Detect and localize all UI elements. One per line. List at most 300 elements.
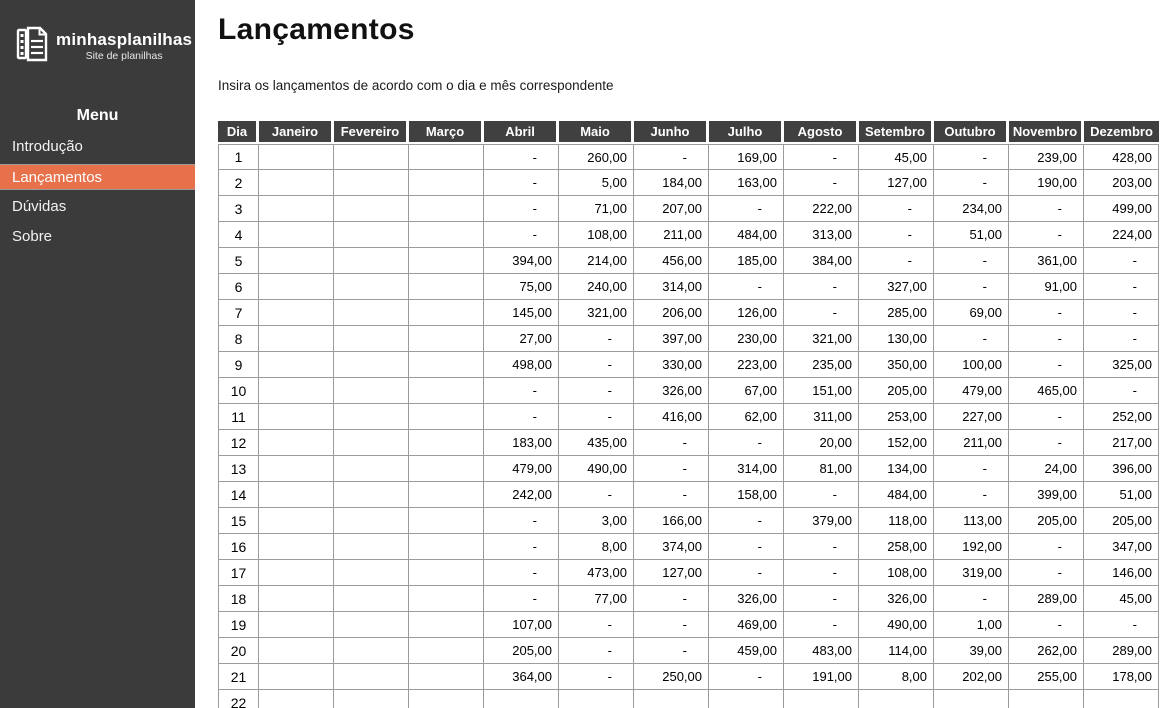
empty-cell[interactable] <box>259 560 334 586</box>
value-cell[interactable]: - <box>784 612 859 638</box>
value-cell[interactable]: 151,00 <box>784 378 859 404</box>
value-cell[interactable]: 146,00 <box>1084 560 1159 586</box>
value-cell[interactable]: 473,00 <box>559 560 634 586</box>
value-cell[interactable]: 51,00 <box>1084 482 1159 508</box>
value-cell[interactable]: 364,00 <box>484 664 559 690</box>
value-cell[interactable]: - <box>559 664 634 690</box>
value-cell[interactable]: - <box>934 482 1009 508</box>
value-cell[interactable]: - <box>1084 378 1159 404</box>
value-cell[interactable]: - <box>559 612 634 638</box>
empty-cell[interactable] <box>259 404 334 430</box>
value-cell[interactable]: 77,00 <box>559 586 634 612</box>
empty-cell[interactable] <box>409 664 484 690</box>
value-cell[interactable]: 45,00 <box>859 144 934 170</box>
empty-cell[interactable] <box>334 508 409 534</box>
value-cell[interactable]: 51,00 <box>934 222 1009 248</box>
empty-cell[interactable] <box>334 534 409 560</box>
value-cell[interactable]: 397,00 <box>634 326 709 352</box>
value-cell[interactable]: 71,00 <box>559 196 634 222</box>
value-cell[interactable]: 207,00 <box>634 196 709 222</box>
table-row <box>218 586 1159 612</box>
value-cell[interactable]: 69,00 <box>934 300 1009 326</box>
value-cell[interactable]: 285,00 <box>859 300 934 326</box>
empty-cell[interactable] <box>334 664 409 690</box>
empty-cell[interactable] <box>259 638 334 664</box>
value-cell[interactable]: 252,00 <box>1084 404 1159 430</box>
value-cell[interactable]: 45,00 <box>1084 586 1159 612</box>
value-cell[interactable]: 178,00 <box>1084 664 1159 690</box>
column-header-month: Dezembro <box>1084 121 1159 144</box>
table-row <box>218 612 1159 638</box>
value-cell[interactable]: - <box>709 534 784 560</box>
day-cell[interactable]: 21 <box>218 664 259 690</box>
empty-cell[interactable] <box>409 560 484 586</box>
column-header-month: Janeiro <box>259 121 334 144</box>
day-cell[interactable]: 8 <box>218 326 259 352</box>
value-cell[interactable]: 361,00 <box>1009 248 1084 274</box>
value-cell[interactable]: 327,00 <box>859 274 934 300</box>
value-cell[interactable]: - <box>934 456 1009 482</box>
value-cell[interactable]: 20,00 <box>784 430 859 456</box>
empty-cell[interactable] <box>409 534 484 560</box>
value-cell[interactable]: - <box>709 274 784 300</box>
empty-cell[interactable] <box>334 274 409 300</box>
empty-cell[interactable] <box>409 430 484 456</box>
day-cell[interactable]: 20 <box>218 638 259 664</box>
value-cell[interactable]: 428,00 <box>1084 144 1159 170</box>
empty-cell[interactable] <box>559 690 634 708</box>
value-cell[interactable]: - <box>859 222 934 248</box>
value-cell[interactable]: 183,00 <box>484 430 559 456</box>
value-cell[interactable]: 416,00 <box>634 404 709 430</box>
value-cell[interactable]: - <box>1009 300 1084 326</box>
value-cell[interactable]: - <box>709 664 784 690</box>
empty-cell[interactable] <box>409 690 484 708</box>
value-cell[interactable]: - <box>484 222 559 248</box>
value-cell[interactable]: - <box>484 196 559 222</box>
value-cell[interactable]: - <box>484 170 559 196</box>
value-cell[interactable]: 459,00 <box>709 638 784 664</box>
column-header-month: Setembro <box>859 121 934 144</box>
value-cell[interactable]: 314,00 <box>709 456 784 482</box>
value-cell[interactable]: 217,00 <box>1084 430 1159 456</box>
empty-cell[interactable] <box>259 326 334 352</box>
value-cell[interactable]: 374,00 <box>634 534 709 560</box>
value-cell[interactable]: - <box>1009 352 1084 378</box>
empty-cell[interactable] <box>409 326 484 352</box>
empty-cell[interactable] <box>259 690 334 708</box>
value-cell[interactable]: 326,00 <box>634 378 709 404</box>
empty-cell[interactable] <box>259 664 334 690</box>
column-header-dia: Dia <box>218 121 259 144</box>
value-cell[interactable]: - <box>484 560 559 586</box>
value-cell[interactable]: 384,00 <box>784 248 859 274</box>
value-cell[interactable]: 3,00 <box>559 508 634 534</box>
empty-cell[interactable] <box>259 456 334 482</box>
value-cell[interactable]: 240,00 <box>559 274 634 300</box>
day-cell[interactable]: 9 <box>218 352 259 378</box>
value-cell[interactable]: 347,00 <box>1084 534 1159 560</box>
value-cell[interactable]: 118,00 <box>859 508 934 534</box>
value-cell[interactable]: 107,00 <box>484 612 559 638</box>
empty-cell[interactable] <box>259 612 334 638</box>
day-cell[interactable]: 4 <box>218 222 259 248</box>
value-cell[interactable]: 255,00 <box>1009 664 1084 690</box>
value-cell[interactable]: 262,00 <box>1009 638 1084 664</box>
value-cell[interactable]: 39,00 <box>934 638 1009 664</box>
empty-cell[interactable] <box>334 430 409 456</box>
value-cell[interactable]: - <box>784 170 859 196</box>
value-cell[interactable]: 190,00 <box>1009 170 1084 196</box>
value-cell[interactable]: 235,00 <box>784 352 859 378</box>
day-cell[interactable]: 10 <box>218 378 259 404</box>
value-cell[interactable]: 321,00 <box>784 326 859 352</box>
value-cell[interactable]: 191,00 <box>784 664 859 690</box>
value-cell[interactable]: - <box>859 196 934 222</box>
value-cell[interactable]: 483,00 <box>784 638 859 664</box>
value-cell[interactable]: 313,00 <box>784 222 859 248</box>
value-cell[interactable]: 169,00 <box>709 144 784 170</box>
empty-cell[interactable] <box>259 378 334 404</box>
value-cell[interactable]: 127,00 <box>859 170 934 196</box>
empty-cell[interactable] <box>334 248 409 274</box>
value-cell[interactable]: - <box>934 274 1009 300</box>
empty-cell[interactable] <box>1084 690 1159 708</box>
empty-cell[interactable] <box>409 404 484 430</box>
empty-cell[interactable] <box>409 378 484 404</box>
value-cell[interactable]: - <box>784 300 859 326</box>
value-cell[interactable]: - <box>559 638 634 664</box>
empty-cell[interactable] <box>334 352 409 378</box>
value-cell[interactable]: 498,00 <box>484 352 559 378</box>
sidebar-item-duvidas[interactable]: Dúvidas <box>12 198 67 215</box>
value-cell[interactable]: 158,00 <box>709 482 784 508</box>
empty-cell[interactable] <box>334 404 409 430</box>
empty-cell[interactable] <box>409 300 484 326</box>
empty-cell[interactable] <box>259 482 334 508</box>
empty-cell[interactable] <box>334 222 409 248</box>
value-cell[interactable]: - <box>484 534 559 560</box>
empty-cell[interactable] <box>784 690 859 708</box>
day-cell[interactable]: 3 <box>218 196 259 222</box>
value-cell[interactable]: 91,00 <box>1009 274 1084 300</box>
value-cell[interactable]: 260,00 <box>559 144 634 170</box>
value-cell[interactable]: 479,00 <box>484 456 559 482</box>
day-cell[interactable]: 12 <box>218 430 259 456</box>
value-cell[interactable]: 250,00 <box>634 664 709 690</box>
empty-cell[interactable] <box>634 690 709 708</box>
value-cell[interactable]: - <box>784 482 859 508</box>
empty-cell[interactable] <box>409 456 484 482</box>
value-cell[interactable]: - <box>634 456 709 482</box>
value-cell[interactable]: - <box>484 586 559 612</box>
value-cell[interactable]: - <box>934 144 1009 170</box>
day-cell[interactable]: 13 <box>218 456 259 482</box>
value-cell[interactable]: - <box>784 586 859 612</box>
table-row <box>218 170 1159 196</box>
value-cell[interactable]: 484,00 <box>709 222 784 248</box>
value-cell[interactable]: - <box>1084 300 1159 326</box>
value-cell[interactable]: - <box>484 144 559 170</box>
value-cell[interactable]: 205,00 <box>859 378 934 404</box>
value-cell[interactable]: 289,00 <box>1084 638 1159 664</box>
value-cell[interactable]: 350,00 <box>859 352 934 378</box>
value-cell[interactable]: - <box>1009 404 1084 430</box>
empty-cell[interactable] <box>334 638 409 664</box>
value-cell[interactable]: - <box>1084 612 1159 638</box>
value-cell[interactable]: 130,00 <box>859 326 934 352</box>
value-cell[interactable]: 330,00 <box>634 352 709 378</box>
day-cell[interactable]: 6 <box>218 274 259 300</box>
empty-cell[interactable] <box>259 144 334 170</box>
value-cell[interactable]: 258,00 <box>859 534 934 560</box>
empty-cell[interactable] <box>409 508 484 534</box>
value-cell[interactable]: 214,00 <box>559 248 634 274</box>
value-cell[interactable]: - <box>484 508 559 534</box>
empty-cell[interactable] <box>334 586 409 612</box>
value-cell[interactable]: - <box>709 560 784 586</box>
value-cell[interactable]: 24,00 <box>1009 456 1084 482</box>
value-cell[interactable]: - <box>1009 560 1084 586</box>
value-cell[interactable]: - <box>709 508 784 534</box>
empty-cell[interactable] <box>334 482 409 508</box>
empty-cell[interactable] <box>259 300 334 326</box>
value-cell[interactable]: - <box>484 378 559 404</box>
value-cell[interactable]: - <box>784 534 859 560</box>
value-cell[interactable]: - <box>634 612 709 638</box>
value-cell[interactable]: - <box>1084 326 1159 352</box>
day-cell[interactable]: 7 <box>218 300 259 326</box>
day-cell[interactable]: 5 <box>218 248 259 274</box>
empty-cell[interactable] <box>409 352 484 378</box>
empty-cell[interactable] <box>409 144 484 170</box>
empty-cell[interactable] <box>334 456 409 482</box>
empty-cell[interactable] <box>334 300 409 326</box>
value-cell[interactable]: - <box>1009 430 1084 456</box>
value-cell[interactable]: 239,00 <box>1009 144 1084 170</box>
value-cell[interactable]: 8,00 <box>559 534 634 560</box>
value-cell[interactable]: 205,00 <box>484 638 559 664</box>
empty-cell[interactable] <box>334 326 409 352</box>
empty-cell[interactable] <box>259 222 334 248</box>
value-cell[interactable]: 224,00 <box>1084 222 1159 248</box>
empty-cell[interactable] <box>484 690 559 708</box>
value-cell[interactable]: 399,00 <box>1009 482 1084 508</box>
value-cell[interactable]: 435,00 <box>559 430 634 456</box>
value-cell[interactable]: 326,00 <box>709 586 784 612</box>
empty-cell[interactable] <box>334 378 409 404</box>
value-cell[interactable]: 211,00 <box>934 430 1009 456</box>
value-cell[interactable]: - <box>784 144 859 170</box>
empty-cell[interactable] <box>259 170 334 196</box>
value-cell[interactable]: - <box>1009 612 1084 638</box>
value-cell[interactable]: - <box>634 638 709 664</box>
value-cell[interactable]: 184,00 <box>634 170 709 196</box>
value-cell[interactable]: 166,00 <box>634 508 709 534</box>
empty-cell[interactable] <box>259 274 334 300</box>
value-cell[interactable]: 479,00 <box>934 378 1009 404</box>
empty-cell[interactable] <box>859 690 934 708</box>
value-cell[interactable]: 469,00 <box>709 612 784 638</box>
empty-cell[interactable] <box>334 170 409 196</box>
value-cell[interactable]: - <box>934 586 1009 612</box>
value-cell[interactable]: 81,00 <box>784 456 859 482</box>
empty-cell[interactable] <box>259 534 334 560</box>
value-cell[interactable]: - <box>1084 248 1159 274</box>
value-cell[interactable]: 394,00 <box>484 248 559 274</box>
table-row <box>218 482 1159 508</box>
value-cell[interactable]: 490,00 <box>559 456 634 482</box>
day-cell[interactable]: 18 <box>218 586 259 612</box>
value-cell[interactable]: 1,00 <box>934 612 1009 638</box>
value-cell[interactable]: 152,00 <box>859 430 934 456</box>
value-cell[interactable]: 203,00 <box>1084 170 1159 196</box>
value-cell[interactable]: 108,00 <box>559 222 634 248</box>
value-cell[interactable]: 67,00 <box>709 378 784 404</box>
value-cell[interactable]: - <box>784 560 859 586</box>
day-cell[interactable]: 16 <box>218 534 259 560</box>
empty-cell[interactable] <box>409 248 484 274</box>
empty-cell[interactable] <box>259 248 334 274</box>
value-cell[interactable]: - <box>1009 196 1084 222</box>
day-cell[interactable]: 1 <box>218 144 259 170</box>
empty-cell[interactable] <box>409 196 484 222</box>
sidebar-item-lancamentos[interactable]: Lançamentos <box>0 164 195 190</box>
value-cell[interactable]: 289,00 <box>1009 586 1084 612</box>
day-cell[interactable]: 14 <box>218 482 259 508</box>
day-cell[interactable]: 2 <box>218 170 259 196</box>
empty-cell[interactable] <box>334 196 409 222</box>
day-cell[interactable]: 22 <box>218 690 259 708</box>
value-cell[interactable]: - <box>709 430 784 456</box>
value-cell[interactable]: 326,00 <box>859 586 934 612</box>
empty-cell[interactable] <box>409 586 484 612</box>
value-cell[interactable]: - <box>559 404 634 430</box>
value-cell[interactable]: - <box>634 482 709 508</box>
value-cell[interactable]: 108,00 <box>859 560 934 586</box>
value-cell[interactable]: 465,00 <box>1009 378 1084 404</box>
empty-cell[interactable] <box>259 352 334 378</box>
value-cell[interactable]: 134,00 <box>859 456 934 482</box>
value-cell[interactable]: 456,00 <box>634 248 709 274</box>
value-cell[interactable]: - <box>559 326 634 352</box>
value-cell[interactable]: 205,00 <box>1084 508 1159 534</box>
value-cell[interactable]: - <box>1009 222 1084 248</box>
empty-cell[interactable] <box>334 612 409 638</box>
value-cell[interactable]: 253,00 <box>859 404 934 430</box>
sidebar-item-introducao[interactable]: Introdução <box>12 138 83 155</box>
value-cell[interactable]: 114,00 <box>859 638 934 664</box>
value-cell[interactable]: - <box>934 248 1009 274</box>
value-cell[interactable]: - <box>634 586 709 612</box>
value-cell[interactable]: 234,00 <box>934 196 1009 222</box>
value-cell[interactable]: 163,00 <box>709 170 784 196</box>
value-cell[interactable]: 62,00 <box>709 404 784 430</box>
value-cell[interactable]: 126,00 <box>709 300 784 326</box>
value-cell[interactable]: 100,00 <box>934 352 1009 378</box>
sidebar-item-sobre[interactable]: Sobre <box>12 228 53 245</box>
day-cell[interactable]: 17 <box>218 560 259 586</box>
value-cell[interactable]: 206,00 <box>634 300 709 326</box>
value-cell[interactable]: 230,00 <box>709 326 784 352</box>
value-cell[interactable]: - <box>559 352 634 378</box>
value-cell[interactable]: - <box>634 144 709 170</box>
value-cell[interactable]: 379,00 <box>784 508 859 534</box>
value-cell[interactable]: 227,00 <box>934 404 1009 430</box>
value-cell[interactable]: 8,00 <box>859 664 934 690</box>
value-cell[interactable]: - <box>1009 534 1084 560</box>
value-cell[interactable]: 223,00 <box>709 352 784 378</box>
value-cell[interactable]: 113,00 <box>934 508 1009 534</box>
empty-cell[interactable] <box>334 144 409 170</box>
empty-cell[interactable] <box>409 638 484 664</box>
empty-cell[interactable] <box>1009 690 1084 708</box>
empty-cell[interactable] <box>409 612 484 638</box>
empty-cell[interactable] <box>409 274 484 300</box>
value-cell[interactable]: 211,00 <box>634 222 709 248</box>
value-cell[interactable]: 499,00 <box>1084 196 1159 222</box>
value-cell[interactable]: 242,00 <box>484 482 559 508</box>
empty-cell[interactable] <box>334 560 409 586</box>
value-cell[interactable]: - <box>709 196 784 222</box>
value-cell[interactable]: 127,00 <box>634 560 709 586</box>
value-cell[interactable]: 314,00 <box>634 274 709 300</box>
empty-cell[interactable] <box>259 430 334 456</box>
empty-cell[interactable] <box>259 586 334 612</box>
value-cell[interactable]: 222,00 <box>784 196 859 222</box>
value-cell[interactable]: - <box>634 430 709 456</box>
value-cell[interactable]: 5,00 <box>559 170 634 196</box>
value-cell[interactable]: 396,00 <box>1084 456 1159 482</box>
day-cell[interactable]: 15 <box>218 508 259 534</box>
day-cell[interactable]: 19 <box>218 612 259 638</box>
value-cell[interactable]: - <box>784 274 859 300</box>
value-cell[interactable]: - <box>934 170 1009 196</box>
value-cell[interactable]: 27,00 <box>484 326 559 352</box>
value-cell[interactable]: 202,00 <box>934 664 1009 690</box>
value-cell[interactable]: - <box>934 326 1009 352</box>
empty-cell[interactable] <box>259 508 334 534</box>
value-cell[interactable]: 185,00 <box>709 248 784 274</box>
empty-cell[interactable] <box>409 482 484 508</box>
value-cell[interactable]: 145,00 <box>484 300 559 326</box>
value-cell[interactable]: 205,00 <box>1009 508 1084 534</box>
value-cell[interactable]: 484,00 <box>859 482 934 508</box>
value-cell[interactable]: - <box>559 378 634 404</box>
day-cell[interactable]: 11 <box>218 404 259 430</box>
empty-cell[interactable] <box>934 690 1009 708</box>
value-cell[interactable]: - <box>559 482 634 508</box>
empty-cell[interactable] <box>709 690 784 708</box>
empty-cell[interactable] <box>409 222 484 248</box>
value-cell[interactable]: 325,00 <box>1084 352 1159 378</box>
value-cell[interactable]: 75,00 <box>484 274 559 300</box>
page-title: Lançamentos <box>218 13 415 46</box>
value-cell[interactable]: - <box>484 404 559 430</box>
value-cell[interactable]: 192,00 <box>934 534 1009 560</box>
table-row <box>218 222 1159 248</box>
value-cell[interactable]: - <box>1009 326 1084 352</box>
value-cell[interactable]: 319,00 <box>934 560 1009 586</box>
value-cell[interactable]: - <box>1084 274 1159 300</box>
value-cell[interactable]: 311,00 <box>784 404 859 430</box>
value-cell[interactable]: 490,00 <box>859 612 934 638</box>
value-cell[interactable]: 321,00 <box>559 300 634 326</box>
value-cell[interactable]: - <box>859 248 934 274</box>
empty-cell[interactable] <box>259 196 334 222</box>
empty-cell[interactable] <box>409 170 484 196</box>
empty-cell[interactable] <box>334 690 409 708</box>
